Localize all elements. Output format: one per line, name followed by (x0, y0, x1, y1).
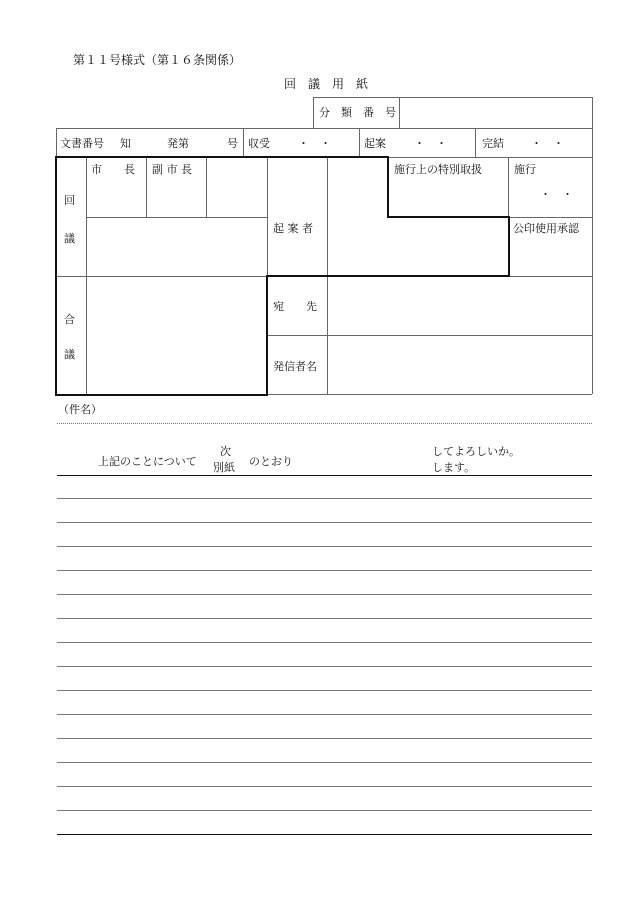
gi-label: 議 (64, 232, 75, 245)
statement-middle: のとおり (249, 455, 293, 468)
writing-line (57, 594, 592, 595)
writing-line (57, 498, 592, 499)
writing-line (57, 834, 592, 835)
writing-line (57, 786, 592, 787)
statement-tsugi: 次 (220, 445, 231, 458)
writing-line (57, 810, 592, 811)
statement-line2: します。 (432, 461, 476, 474)
vice-mayor-label: 副 市 長 (152, 163, 192, 176)
consult-gi-label: 議 (64, 348, 75, 361)
writing-line (57, 475, 592, 476)
form-title: 回 議 用 紙 (284, 77, 369, 91)
doc-number-hatsu: 発第 (167, 137, 189, 150)
classification-number-label: 分 類 番 号 (319, 106, 396, 119)
form-number: 第１１号様式（第１６条関係） (73, 53, 242, 67)
draft-date[interactable]: ・ ・ (414, 137, 447, 150)
drafter-label: 起 案 者 (273, 222, 313, 235)
writing-line (57, 666, 592, 667)
execution-date[interactable]: ・ ・ (540, 188, 573, 201)
subject-label: （件名） (58, 403, 102, 416)
doc-number-chi: 知 (120, 137, 131, 150)
doc-number-go: 号 (227, 137, 238, 150)
subject-dotted-line (57, 423, 592, 424)
go-label: 合 (64, 313, 75, 326)
writing-line (57, 546, 592, 547)
writing-line (57, 522, 592, 523)
draft-label: 起案 (364, 137, 386, 150)
statement-prefix: 上記のことについて (98, 455, 197, 468)
writing-line (57, 738, 592, 739)
receipt-label: 収受 (248, 137, 270, 150)
receipt-date[interactable]: ・ ・ (298, 137, 331, 150)
sender-name-label: 発信者名 (273, 360, 317, 373)
addressee-label: 宛 先 (273, 300, 317, 313)
kai-label: 回 (64, 194, 75, 207)
writing-line (57, 618, 592, 619)
statement-bessi: 別紙 (213, 461, 235, 474)
doc-number-label: 文書番号 (60, 137, 104, 150)
writing-line (57, 762, 592, 763)
execution-label: 施行 (514, 163, 536, 176)
complete-date[interactable]: ・ ・ (531, 137, 564, 150)
writing-line (57, 714, 592, 715)
mayor-label: 市 長 (91, 163, 135, 176)
statement-line1: してよろしいか。 (432, 445, 520, 458)
writing-line (57, 570, 592, 571)
writing-line (57, 642, 592, 643)
seal-approval-label: 公印使用承認 (513, 222, 579, 235)
special-handling-label: 施行上の特別取扱 (394, 163, 482, 176)
complete-label: 完結 (482, 137, 504, 150)
writing-line (57, 690, 592, 691)
